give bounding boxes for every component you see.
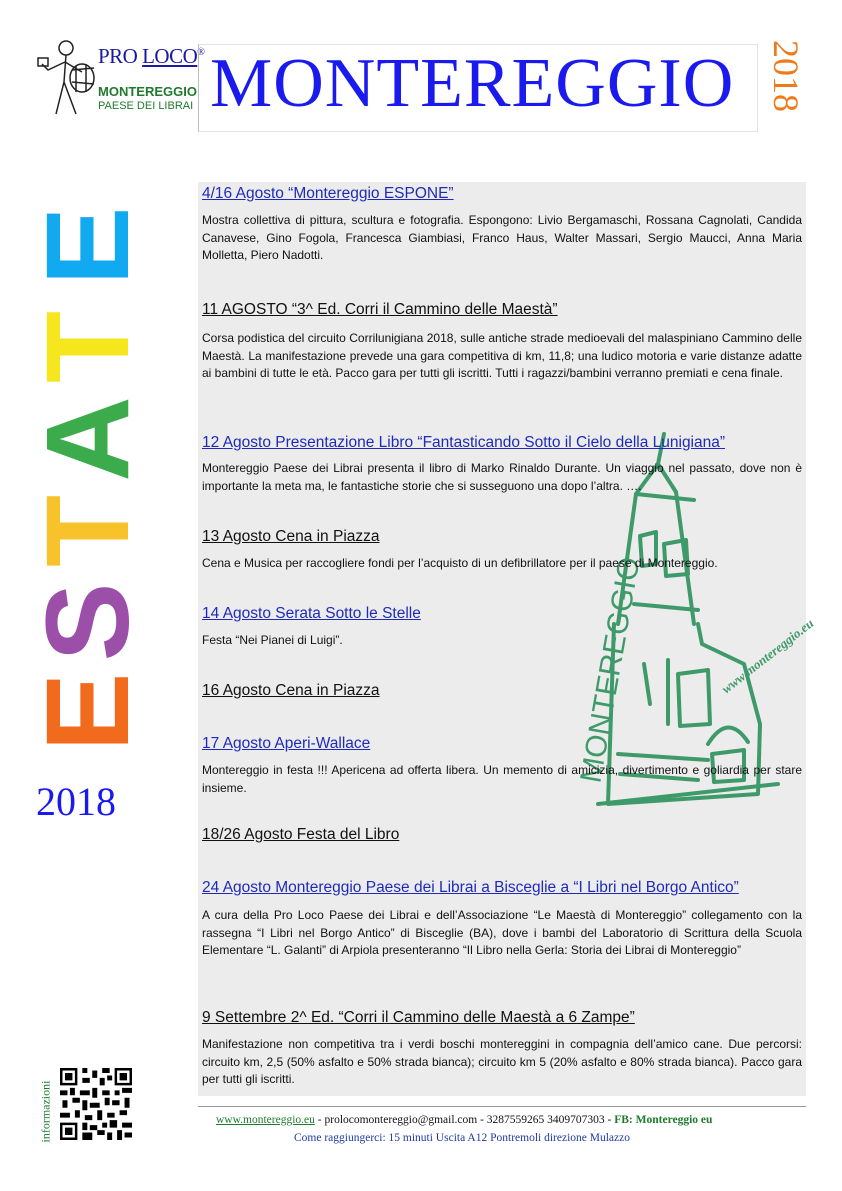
- footer-contacts: www.montereggio.eu - prolocomontereggio@gmail.com - 3287559265 3409707303 - FB: Montereggio eu: [216, 1114, 713, 1126]
- estate-letter-e1: E: [22, 672, 154, 752]
- logo-proloco: PRO LOCO®: [98, 44, 205, 68]
- logo-figure-icon: [36, 36, 98, 118]
- header-year: 2018: [766, 40, 806, 112]
- event-title-9[interactable]: 24 Agosto Montereggio Paese dei Librai a Bisceglie a “I Libri nel Borgo Antico”: [202, 879, 739, 896]
- info-label: informazioni: [38, 1080, 53, 1143]
- qr-code-icon[interactable]: [60, 1068, 132, 1140]
- estate-letter-t2: T: [22, 310, 154, 384]
- tower-watermark-url: www.montereggio.eu: [718, 615, 817, 697]
- estate-letter-a: A: [22, 396, 154, 482]
- event-desc-4: Cena e Musica per raccogliere fondi per l’acquisto di un defibrillatore per il paese di Montereggio.: [202, 556, 718, 570]
- event-title-8: 18/26 Agosto Festa del Libro: [202, 826, 400, 843]
- footer-directions: Come raggiungerci: 15 minuti Uscita A12 Pontremoli direzione Mulazzo: [294, 1132, 630, 1144]
- page-title: MONTEREGGIO: [210, 45, 735, 122]
- event-desc-9: A cura della Pro Loco Paese dei Librai e dell’Associazione “Le Maestà di Montereggio” collegamento con la rassegna “I Libri nel Borgo Antico” di Bisceglie (BA), dove i bambi del Laboratorio di Scrittura della Scuola Elementare “L. Galanti” di Arpiola presenteranno “Il Libro nella Gerla: Storia dei Librai di Montereggio”: [202, 908, 802, 957]
- event-title-3[interactable]: 12 Agosto Presentazione Libro “Fantasticando Sotto il Cielo della Lunigiana”: [202, 434, 726, 451]
- event-desc-10: Manifestazione non competitiva tra i verdi boschi montereggini in compagnia dell’amico cane. Due percorsi: circuito km, 2,5 (50% asfalto e 50% strada bianca); circuito km 5 (20% asfalto e 80% strada bianca). Pacco gara per tutti gli iscritti.: [202, 1037, 802, 1086]
- event-title-7[interactable]: 17 Agosto Aperi-Wallace: [202, 735, 371, 752]
- footer-facebook[interactable]: FB: Montereggio eu: [614, 1114, 713, 1126]
- event-title-6: 16 Agosto Cena in Piazza: [202, 682, 380, 699]
- event-title-1[interactable]: 4/16 Agosto “Montereggio ESPONE”: [202, 185, 454, 202]
- side-year: 2018: [36, 779, 116, 824]
- event-title-10: 9 Settembre 2^ Ed. “Corri il Cammino delle Maestà a 6 Zampe”: [202, 1009, 635, 1026]
- tower-watermark-town: MONTEREGGIO: [574, 554, 647, 786]
- footer-divider: [198, 1106, 806, 1107]
- estate-letter-e2: E: [22, 206, 154, 286]
- estate-letter-t1: T: [22, 494, 154, 568]
- logo-town: MONTEREGGIO: [98, 84, 197, 99]
- event-title-5[interactable]: 14 Agosto Serata Sotto le Stelle: [202, 605, 421, 622]
- event-desc-3: Montereggio Paese dei Librai presenta il libro di Marko Rinaldo Durante. Un viaggio nel passato, dove non è importante la meta ma, le fantastiche storie che si susseguono una dopo l’altra. ….: [202, 461, 802, 493]
- logo-subtitle: PAESE DEI LIBRAI: [98, 100, 194, 112]
- event-title-2: 11 AGOSTO “3^ Ed. Corri il Cammino delle Maestà”: [202, 301, 558, 318]
- estate-letter-s: S: [22, 582, 154, 662]
- event-desc-7: Montereggio in festa !!! Apericena ad offerta libera. Un memento di amicizia, divertimento e goliardia per stare insieme.: [202, 763, 802, 795]
- event-desc-5: Festa “Nei Pianei di Luigi”.: [202, 633, 343, 647]
- event-desc-1: Mostra collettiva di pittura, scultura e fotografia. Espongono: Livio Bergamaschi, Rossana Cagnolati, Candida Canavese, Gino Fogola, Francesca Giambiasi, Franco Haus, Walter Massari, Sergio Maucci, Anna Maria Molletta, Piero Nadotti.: [202, 213, 802, 262]
- estate-vertical-title: [22, 182, 154, 757]
- event-title-4: 13 Agosto Cena in Piazza: [202, 528, 380, 545]
- footer-website-link[interactable]: www.montereggio.eu: [216, 1114, 315, 1126]
- event-desc-2: Corsa podistica del circuito Corrilunigiana 2018, sulle antiche strade medioevali del malaspiniano Cammino delle Maestà. La manifestazione prevede una gara competitiva di km, 11,8; una ludico motoria e varie distanze adatte ai bambini di tutte le età. Pacco gara per tutti gli iscritti. Tutti i ragazzi/bambini verranno premiati e cena finale.: [202, 331, 802, 380]
